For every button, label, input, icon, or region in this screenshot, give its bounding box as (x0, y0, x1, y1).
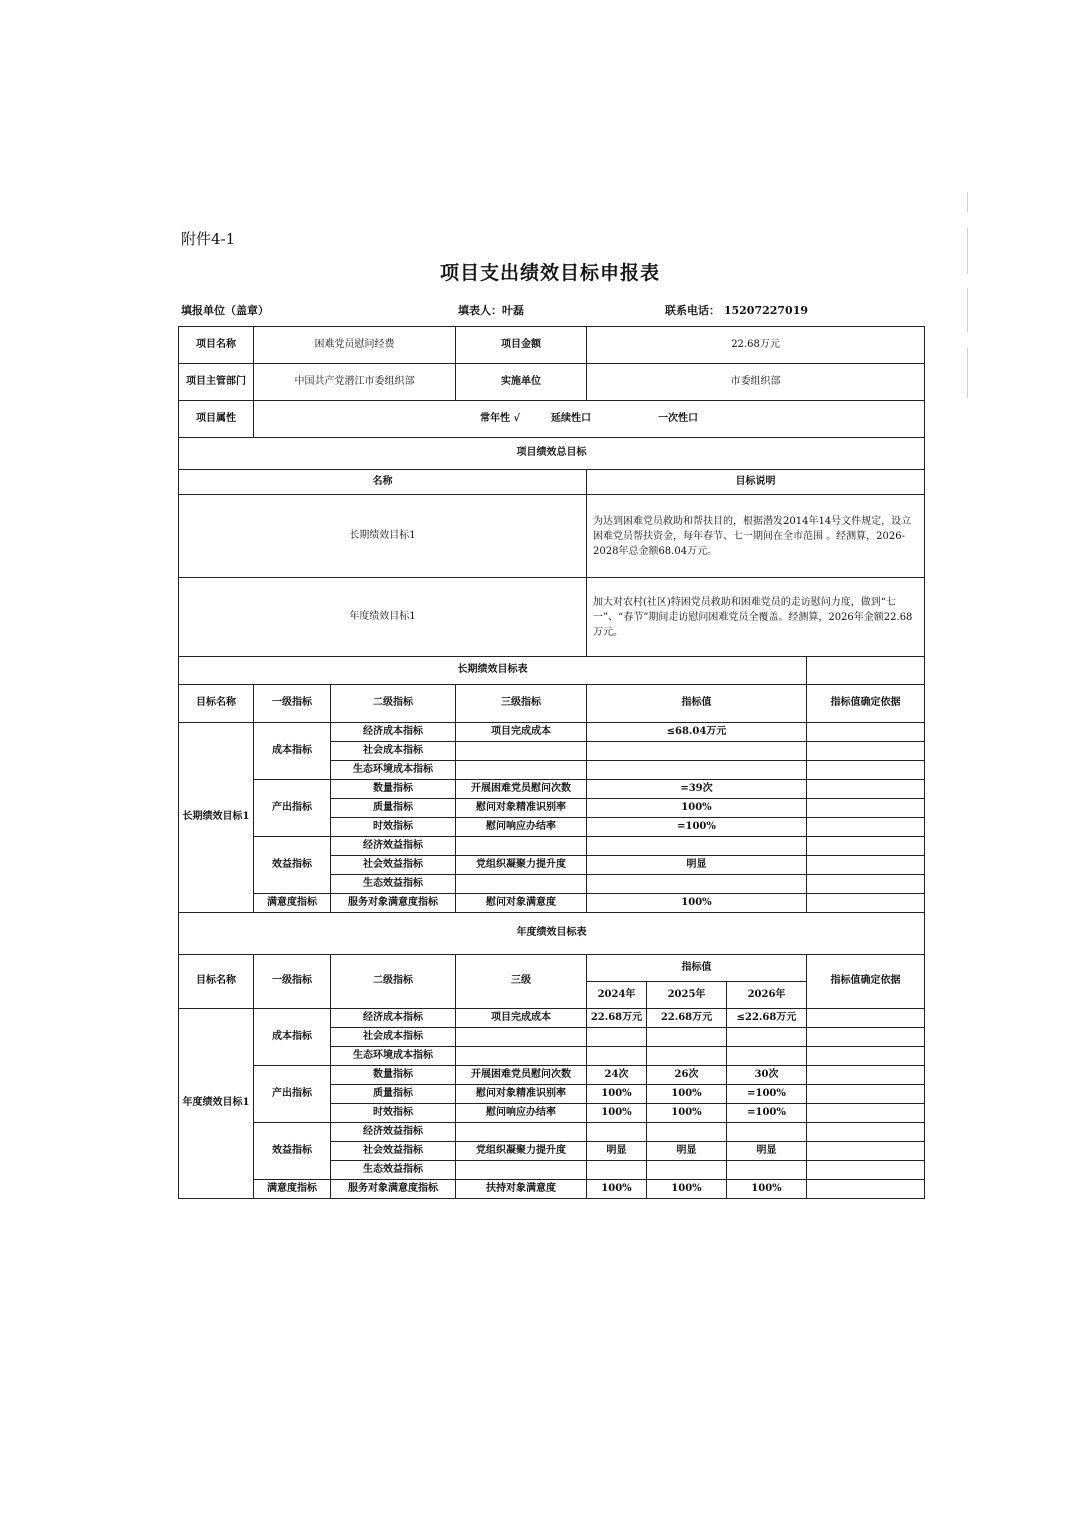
year-2025: 2025年 (647, 982, 727, 1009)
level2-cell: 生态效益指标 (331, 875, 456, 894)
label-impl-unit: 实施单位 (456, 364, 587, 401)
level2-cell: 经济成本指标 (331, 723, 456, 742)
y2025-cell: 100% (647, 1180, 727, 1199)
form-title: 项目支出绩效目标申报表 (439, 262, 660, 284)
label-project-name: 项目名称 (179, 327, 254, 364)
year-2024: 2024年 (587, 982, 647, 1009)
level2-cell: 质量指标 (331, 1085, 456, 1104)
y2026-cell (727, 1161, 807, 1180)
long-goal-label: 长期绩效目标1 (179, 495, 587, 578)
basis-cell (807, 780, 925, 799)
year-2026: 2026年 (727, 982, 807, 1009)
attr-regular: 常年性 √ (480, 412, 521, 424)
annual-header-level2: 二级指标 (331, 955, 456, 1009)
table-row (179, 894, 925, 913)
level3-cell: 党组织凝聚力提升度 (456, 1142, 587, 1161)
basis-cell (807, 1123, 925, 1142)
y2024-cell (587, 1028, 647, 1047)
attr-once: 一次性口 (658, 412, 698, 424)
row-annual-heading (179, 913, 925, 955)
annual-level1-output: 产出指标 (254, 1066, 331, 1123)
basis-cell (807, 1028, 925, 1047)
label-project-amount: 项目金额 (456, 327, 587, 364)
row-overall-heading (179, 438, 925, 470)
level2-cell: 社会成本指标 (331, 742, 456, 761)
overall-col-desc: 目标说明 (587, 470, 925, 495)
table-row (179, 780, 925, 799)
basis-cell (807, 723, 925, 742)
basis-cell (807, 1104, 925, 1123)
attachment-number: 附件4-1 (181, 230, 236, 248)
basis-cell (807, 742, 925, 761)
attr-continuing: 延续性口 (551, 412, 592, 424)
value-cell (587, 837, 807, 856)
value-cell (587, 742, 807, 761)
value-project-name: 困难党员慰问经费 (254, 327, 456, 364)
row-annual-goal (179, 578, 925, 657)
level3-cell: 项目完成成本 (456, 723, 587, 742)
y2025-cell: 26次 (647, 1066, 727, 1085)
level3-cell: 项目完成成本 (456, 1009, 587, 1028)
long-level1-satisfaction: 满意度指标 (254, 894, 331, 913)
level2-cell: 社会效益指标 (331, 1142, 456, 1161)
y2025-cell: 22.68万元 (647, 1009, 727, 1028)
contact-phone: 联系电话： 15207227019 (665, 304, 809, 317)
row-dept (179, 364, 925, 401)
overall-heading: 项目绩效总目标 (179, 438, 925, 470)
y2026-cell: =100% (727, 1104, 807, 1123)
performance-form-table (178, 326, 925, 1199)
y2024-cell: 100% (587, 1180, 647, 1199)
level2-cell: 数量指标 (331, 780, 456, 799)
y2026-cell (727, 1028, 807, 1047)
long-level1-cost: 成本指标 (254, 723, 331, 780)
row-overall-columns (179, 470, 925, 495)
basis-cell (807, 1009, 925, 1028)
label-dept: 项目主管部门 (179, 364, 254, 401)
level3-cell: 开展困难党员慰问次数 (456, 1066, 587, 1085)
y2026-cell (727, 1047, 807, 1066)
value-cell: =100% (587, 818, 807, 837)
basis-cell (807, 1047, 925, 1066)
y2025-cell: 明显 (647, 1142, 727, 1161)
long-table-heading: 长期绩效目标表 (179, 657, 807, 685)
annual-goal-label: 年度绩效目标1 (179, 578, 587, 657)
y2024-cell: 24次 (587, 1066, 647, 1085)
y2026-cell: 30次 (727, 1066, 807, 1085)
value-cell: 100% (587, 799, 807, 818)
level3-cell (456, 761, 587, 780)
value-cell: =39次 (587, 780, 807, 799)
level2-cell: 经济成本指标 (331, 1009, 456, 1028)
level2-cell: 服务对象满意度指标 (331, 894, 456, 913)
overall-col-name: 名称 (179, 470, 587, 495)
value-project-amount: 22.68万元 (587, 327, 925, 364)
basis-cell (807, 894, 925, 913)
level3-cell: 慰问对象精准识别率 (456, 799, 587, 818)
table-row (179, 1180, 925, 1199)
annual-goal-desc: 加大对农村(社区)特困党员救助和困难党员的走访慰问力度，做到“七一”、“春节”期间走访慰问困难党员全覆盖。经测算，2026年金额22.68万元。 (587, 578, 925, 657)
long-header-goal: 目标名称 (179, 685, 254, 723)
level2-cell: 经济效益指标 (331, 1123, 456, 1142)
basis-cell (807, 799, 925, 818)
basis-cell (807, 1180, 925, 1199)
y2026-cell: 明显 (727, 1142, 807, 1161)
long-header-level3: 三级指标 (456, 685, 587, 723)
table-row (179, 1123, 925, 1142)
long-level1-output: 产出指标 (254, 780, 331, 837)
basis-cell (807, 1085, 925, 1104)
value-cell: 明显 (587, 856, 807, 875)
long-heading-blank (807, 657, 925, 685)
y2024-cell: 100% (587, 1085, 647, 1104)
y2024-cell (587, 1047, 647, 1066)
level2-cell: 生态效益指标 (331, 1161, 456, 1180)
basis-cell (807, 1142, 925, 1161)
annual-level1-benefit: 效益指标 (254, 1123, 331, 1180)
table-row (179, 837, 925, 856)
value-cell (587, 875, 807, 894)
y2026-cell: ≤22.68万元 (727, 1009, 807, 1028)
y2025-cell (647, 1123, 727, 1142)
row-long-headers (179, 685, 925, 723)
annual-table-heading: 年度绩效目标表 (179, 913, 925, 955)
y2024-cell: 明显 (587, 1142, 647, 1161)
annual-header-level3: 三级 (456, 955, 587, 1009)
level3-cell (456, 875, 587, 894)
level3-cell (456, 1028, 587, 1047)
level2-cell: 社会效益指标 (331, 856, 456, 875)
annual-level1-satisfaction: 满意度指标 (254, 1180, 331, 1199)
value-cell (587, 761, 807, 780)
table-row (179, 723, 925, 742)
long-goal-desc: 为达到困难党员救助和帮扶目的，根据潜发2014年14号文件规定，设立困难党员帮扶资金，每年春节、七一期间在全市范围 。经测算，2026-2028年总金额68.04万元。 (587, 495, 925, 578)
annual-goal-name: 年度绩效目标1 (179, 1009, 254, 1199)
level3-cell (456, 1047, 587, 1066)
y2024-cell (587, 1161, 647, 1180)
y2026-cell: =100% (727, 1085, 807, 1104)
level2-cell: 服务对象满意度指标 (331, 1180, 456, 1199)
level2-cell: 数量指标 (331, 1066, 456, 1085)
annual-header-value: 指标值 (587, 955, 807, 982)
level3-cell: 党组织凝聚力提升度 (456, 856, 587, 875)
level3-cell: 慰问响应办结率 (456, 818, 587, 837)
long-level1-benefit: 效益指标 (254, 837, 331, 894)
basis-cell (807, 1066, 925, 1085)
level3-cell: 慰问对象精准识别率 (456, 1085, 587, 1104)
level2-cell: 生态环境成本指标 (331, 1047, 456, 1066)
y2025-cell (647, 1047, 727, 1066)
row-attribute (179, 401, 925, 438)
annual-header-level1: 一级指标 (254, 955, 331, 1009)
annual-header-basis: 指标值确定依据 (807, 955, 925, 1009)
y2024-cell (587, 1123, 647, 1142)
level2-cell: 经济效益指标 (331, 837, 456, 856)
y2025-cell (647, 1028, 727, 1047)
basis-cell (807, 818, 925, 837)
level2-cell: 时效指标 (331, 818, 456, 837)
value-dept: 中国共产党潜江市委组织部 (254, 364, 456, 401)
level3-cell (456, 742, 587, 761)
table-row (179, 1066, 925, 1085)
value-cell: ≤68.04万元 (587, 723, 807, 742)
table-row (179, 1009, 925, 1028)
fill-unit: 填报单位（盖章） (181, 304, 269, 317)
annual-header-goal: 目标名称 (179, 955, 254, 1009)
basis-cell (807, 1161, 925, 1180)
level3-cell: 扶持对象满意度 (456, 1180, 587, 1199)
basis-cell (807, 761, 925, 780)
y2025-cell: 100% (647, 1104, 727, 1123)
basis-cell (807, 875, 925, 894)
long-goal-name: 长期绩效目标1 (179, 723, 254, 913)
y2024-cell: 22.68万元 (587, 1009, 647, 1028)
level3-cell: 慰问对象满意度 (456, 894, 587, 913)
row-long-goal (179, 495, 925, 578)
value-attribute (254, 401, 925, 438)
level3-cell: 开展困难党员慰问次数 (456, 780, 587, 799)
long-header-value: 指标值 (587, 685, 807, 723)
level3-cell (456, 837, 587, 856)
y2024-cell: 100% (587, 1104, 647, 1123)
value-cell: 100% (587, 894, 807, 913)
level2-cell: 时效指标 (331, 1104, 456, 1123)
page-edge-marks (967, 192, 975, 402)
level2-cell: 质量指标 (331, 799, 456, 818)
y2026-cell (727, 1123, 807, 1142)
value-impl-unit: 市委组织部 (587, 364, 925, 401)
level3-cell: 慰问响应办结率 (456, 1104, 587, 1123)
y2025-cell: 100% (647, 1085, 727, 1104)
long-header-basis: 指标值确定依据 (807, 685, 925, 723)
y2026-cell: 100% (727, 1180, 807, 1199)
level2-cell: 社会成本指标 (331, 1028, 456, 1047)
row-project-name (179, 327, 925, 364)
annual-level1-cost: 成本指标 (254, 1009, 331, 1066)
level2-cell: 生态环境成本指标 (331, 761, 456, 780)
row-long-heading (179, 657, 925, 685)
level3-cell (456, 1161, 587, 1180)
basis-cell (807, 856, 925, 875)
long-header-level2: 二级指标 (331, 685, 456, 723)
long-header-level1: 一级指标 (254, 685, 331, 723)
row-annual-headers (179, 955, 925, 982)
filler: 填表人：叶磊 (458, 304, 524, 317)
basis-cell (807, 837, 925, 856)
label-attribute: 项目属性 (179, 401, 254, 438)
y2025-cell (647, 1161, 727, 1180)
level3-cell (456, 1123, 587, 1142)
